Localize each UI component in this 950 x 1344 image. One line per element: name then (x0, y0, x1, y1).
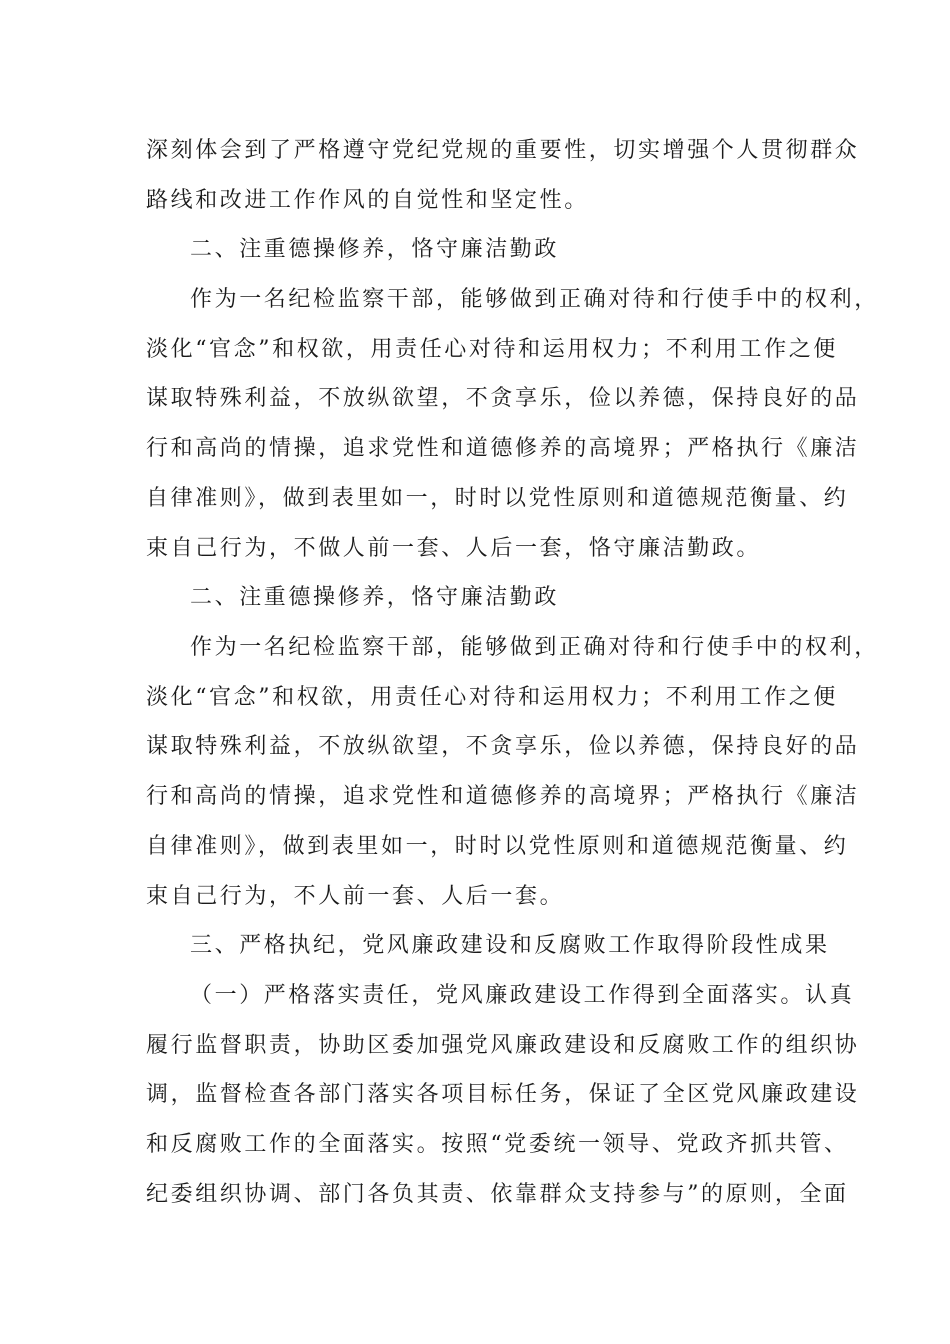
body-text-line: 履行监督职责，协助区委加强党风廉政建设和反腐败工作的组织协 (146, 1033, 860, 1058)
section-heading: 三、严格执纪，党风廉政建设和反腐败工作取得阶段性成果 (190, 933, 830, 958)
body-text-line: 行和高尚的情操，追求党性和道德修养的高境界；严格执行《廉洁 (146, 436, 860, 461)
body-text-line: 淡化“官念”和权欲，用责任心对待和运用权力；不利用工作之便 (146, 685, 838, 710)
body-text-line: 纪委组织协调、部门各负其责、依靠群众支持参与”的原则，全面 (146, 1182, 849, 1207)
body-text-line: 行和高尚的情操，追求党性和道德修养的高境界；严格执行《廉洁 (146, 784, 860, 809)
body-text-line: 淡化“官念”和权欲，用责任心对待和运用权力；不利用工作之便 (146, 337, 838, 362)
body-text-line: 和反腐败工作的全面落实。按照“党委统一领导、党政齐抓共管、 (146, 1132, 849, 1157)
body-text-line: 作为一名纪检监察干部，能够做到正确对待和行使手中的权利， (190, 635, 879, 660)
section-heading: 二、注重德操修养，恪守廉洁勤政 (190, 585, 560, 610)
body-text-line: 谋取特殊利益，不放纵欲望，不贪享乐，俭以养德，保持良好的品 (146, 386, 860, 411)
body-text-line: 束自己行为，不人前一套、人后一套。 (146, 884, 565, 909)
body-text-line: 路线和改进工作作风的自觉性和坚定性。 (146, 188, 589, 213)
body-text-line: 自律准则》，做到表里如一，时时以党性原则和道德规范衡量、约 (146, 486, 849, 511)
body-text-line: 调，监督检查各部门落实各项目标任务，保证了全区党风廉政建设 (146, 1082, 860, 1107)
body-text-line: 谋取特殊利益，不放纵欲望，不贪享乐，俭以养德，保持良好的品 (146, 734, 860, 759)
body-text-line: 深刻体会到了严格遵守党纪党规的重要性，切实增强个人贯彻群众 (146, 138, 860, 163)
body-text-line: 自律准则》，做到表里如一，时时以党性原则和道德规范衡量、约 (146, 834, 849, 859)
section-heading: 二、注重德操修养，恪守廉洁勤政 (190, 237, 560, 262)
body-text-line: 作为一名纪检监察干部，能够做到正确对待和行使手中的权利， (190, 287, 879, 312)
body-text-line: （一）严格落实责任，党风廉政建设工作得到全面落实。认真 (190, 983, 855, 1008)
body-text-line: 束自己行为，不做人前一套、人后一套，恪守廉洁勤政。 (146, 536, 762, 561)
